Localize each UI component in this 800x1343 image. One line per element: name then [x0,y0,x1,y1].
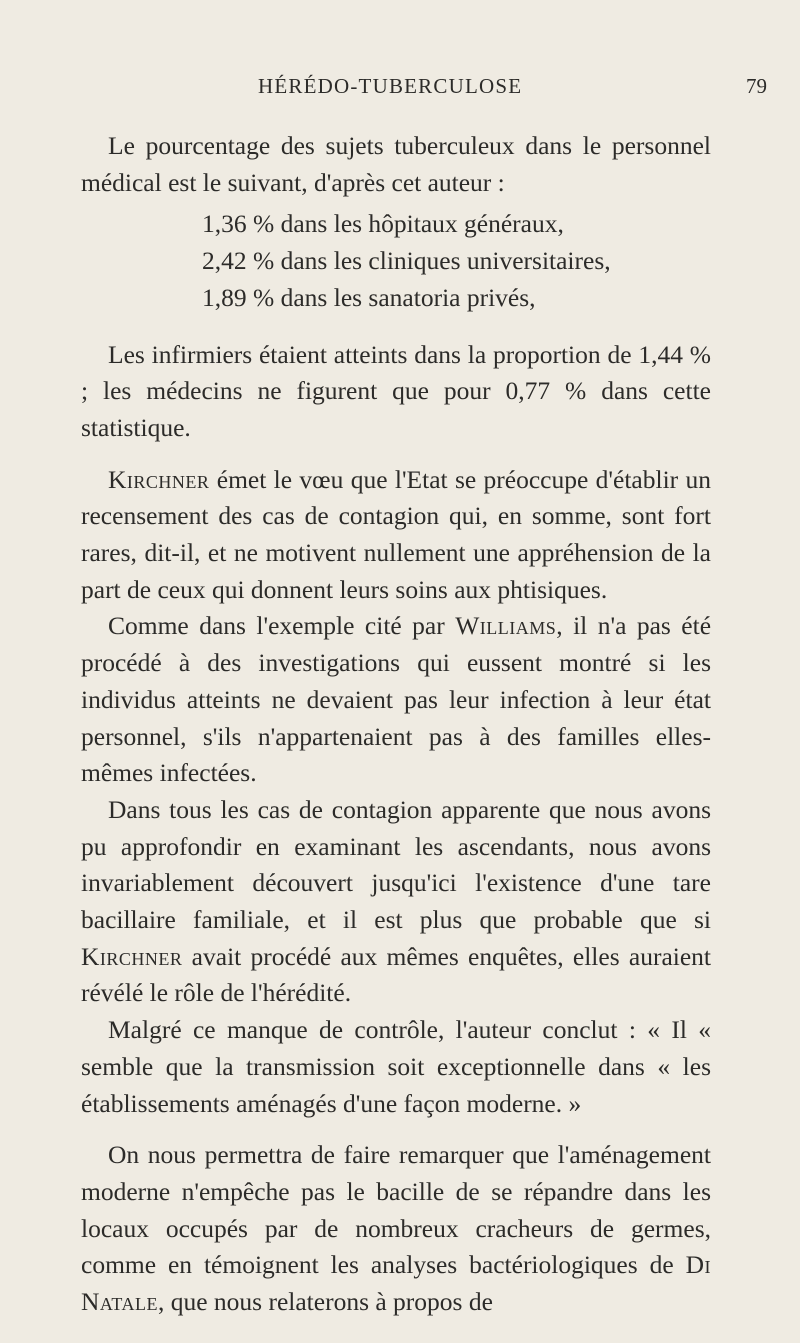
paragraph-5 [81,792,711,1012]
paragraph-4-before: Comme dans l'exemple cité par [108,611,456,641]
page-number: 79 [746,74,767,98]
paragraph-5-before: Dans tous les cas de contagion apparente que nous avons pu approfondir en examinant les ascendants, nous avons invariablement découvert jusqu'ici l'existence d'une tare bacillaire familiale, et il est plus que probable que si [81,794,711,935]
author-name-kirchner: Kirchner [108,464,210,494]
statistics-list [81,206,711,316]
paragraph-7 [81,1137,711,1321]
paragraph-4-after: , il n'a pas été procédé à des investigations qui eussent montré si les individus atteints ne devaient pas leur infection à leur état personnel, s'ils n'appartenaient pas à des familles elles-mêmes infectées. [81,611,712,788]
paragraph-4 [81,608,711,792]
stat-line-general-hospitals: 1,36 % dans les hôpitaux généraux, [202,209,564,239]
author-name-williams: Williams [455,611,557,641]
stat-line-private-sanatoria: 1,89 % dans les sanatoria privés, [202,282,536,312]
paragraph-6: Malgré ce manque de contrôle, l'auteur conclut : « Il « semble que la transmission soit exceptionnelle dans « les établissements aménagés d'une façon moderne. » [81,1015,711,1118]
paragraph-3 [81,462,711,609]
paragraph-7-after: , que nous relaterons à propos de [157,1287,493,1317]
stat-line-university-clinics: 2,42 % dans les cliniques universitaires, [202,246,611,276]
paragraph-1: Le pourcentage des sujets tuberculeux dans le personnel médical est le suivant, d'après cet auteur : [81,131,711,197]
author-name-di-natale: Di Natale [81,1250,711,1317]
author-name-kirchner-2: Kirchner [81,941,183,971]
paragraph-2: Les infirmiers étaient atteints dans la proportion de 1,44 % ; les médecins ne figurent que pour 0,77 % dans cette statistique. [81,339,711,442]
paragraph-3-text: émet le vœu que l'Etat se préoccupe d'établir un recensement des cas de contagion qui, en somme, sont fort rares, dit-il, et ne motivent nullement une appréhension de la part de ceux qui donnent leurs soins aux phtisiques. [81,464,711,604]
page-header [0,74,800,104]
paragraph-5-after: avait procédé aux mêmes enquêtes, elles auraient révélé le rôle de l'hérédité. [81,941,711,1008]
running-title: HÉRÉDO-TUBERCULOSE [258,74,523,98]
paragraph-7-before: On nous permettra de faire remarquer que l'aménagement moderne n'empêche pas le bacille de se répandre dans les locaux occupés par de nombreux cracheurs de germes, comme en témoignent les analyses bactériologiques de [81,1140,711,1280]
body-text [81,128,711,1321]
